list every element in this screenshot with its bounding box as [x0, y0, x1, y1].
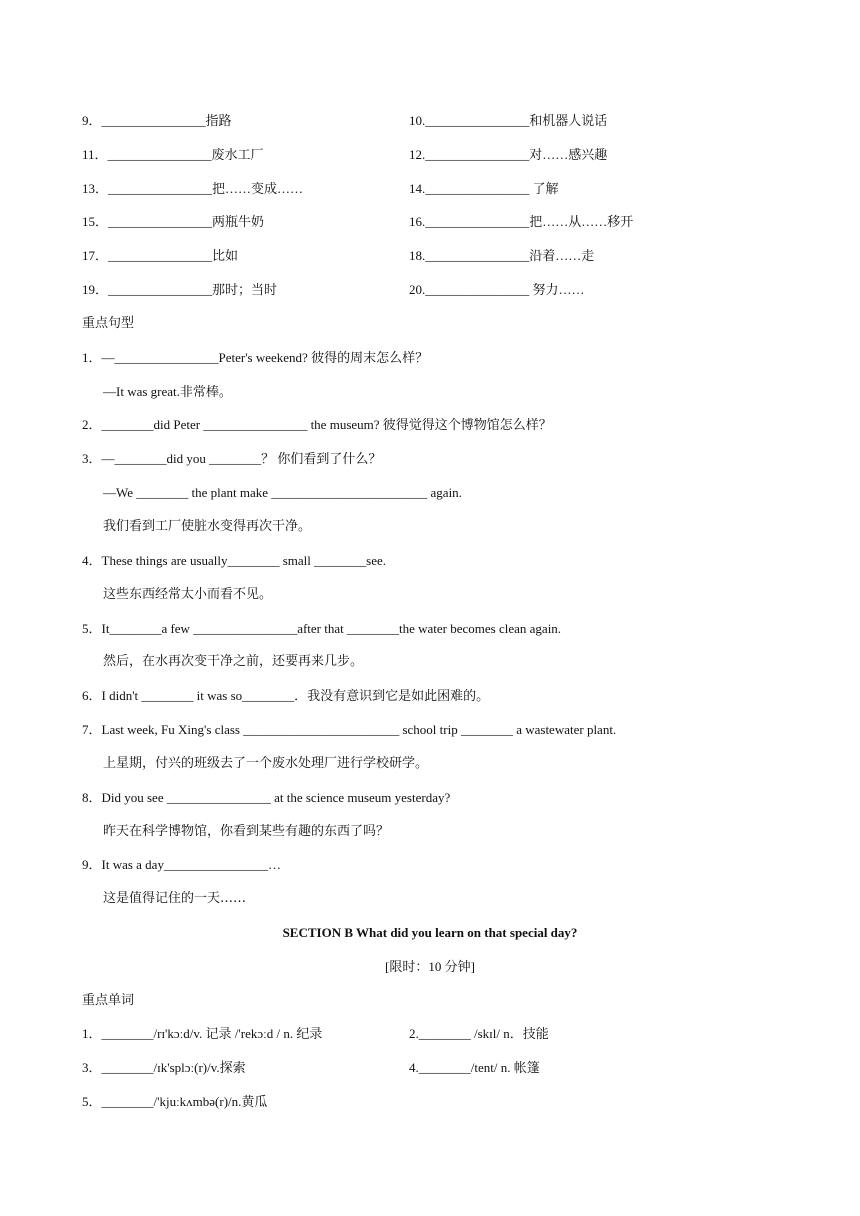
- phrase-item: 12.________________对……感兴趣: [409, 147, 608, 162]
- section-title: SECTION B What did you learn on that special day?: [282, 925, 578, 940]
- phrase-item: 9．________________指路: [82, 113, 232, 128]
- phrase-item: 10.________________和机器人说话: [409, 113, 608, 128]
- sentence-item: 这是值得记住的一天……: [103, 891, 247, 906]
- sentences-heading: 重点句型: [82, 316, 135, 331]
- sentence-item: —It was great.非常棒。: [103, 384, 232, 399]
- word-item: 1．________/rɪ'kɔːd/v. 记录 /'rekɔːd / n. 纪录: [82, 1026, 323, 1041]
- phrase-item: 20.________________ 努力……: [409, 282, 585, 297]
- sentence-item: 我们看到工厂使脏水变得再次干净。: [103, 519, 312, 534]
- phrase-item: 15．________________两瓶牛奶: [82, 214, 265, 229]
- time-limit: [限时：10 分钟]: [385, 959, 475, 974]
- word-item: 2.________ /skɪl/ n．技能: [409, 1026, 549, 1041]
- sentence-item: 1．—________________Peter's weekend? 彼得的周末怎么样？: [82, 350, 429, 365]
- sentence-item: 3．—________did you ________？ 你们看到了什么？: [82, 451, 382, 466]
- sentence-item: 4．These things are usually________ small ________see.: [82, 553, 387, 568]
- sentence-item: 然后，在水再次变干净之前，还要再来几步。: [103, 654, 364, 669]
- sentence-item: 昨天在科学博物馆，你看到某些有趣的东西了吗？: [103, 824, 390, 839]
- phrase-item: 19．________________那时；当时: [82, 282, 278, 297]
- phrase-item: 13．________________把……变成……: [82, 181, 304, 196]
- phrase-item: 11．________________废水工厂: [82, 147, 264, 162]
- words-heading: 重点单词: [82, 993, 135, 1008]
- sentence-item: 2．________did Peter ________________ the museum? 彼得觉得这个博物馆怎么样？: [82, 417, 552, 432]
- phrase-item: 14.________________ 了解: [409, 181, 559, 196]
- sentence-item: 这些东西经常太小而看不见。: [103, 587, 273, 602]
- sentence-item: 9．It was a day________________…: [82, 857, 281, 872]
- word-item: 5．________/'kjuːkʌmbə(r)/n.黄瓜: [82, 1094, 268, 1109]
- sentence-item: 7．Last week, Fu Xing's class ________________________ school trip ________ a wastewater plant.: [82, 722, 617, 737]
- phrase-item: 17．________________比如: [82, 248, 239, 263]
- sentence-item: 8．Did you see ________________ at the science museum yesterday?: [82, 790, 451, 805]
- sentence-item: 5．It________a few ________________after that ________the water becomes clean again.: [82, 621, 562, 636]
- sentence-item: —We ________ the plant make ________________________ again.: [103, 485, 462, 500]
- sentence-item: 6．I didn't ________ it was so________．我没有意识到它是如此困难的。: [82, 688, 490, 703]
- word-item: 4.________/tent/ n. 帐篷: [409, 1060, 540, 1075]
- word-item: 3．________/ɪk'splɔː(r)/v.探索: [82, 1060, 246, 1075]
- phrase-item: 16.________________把……从……移开: [409, 214, 634, 229]
- phrase-item: 18.________________沿着……走: [409, 248, 595, 263]
- sentence-item: 上星期，付兴的班级去了一个废水处理厂进行学校研学。: [103, 756, 429, 771]
